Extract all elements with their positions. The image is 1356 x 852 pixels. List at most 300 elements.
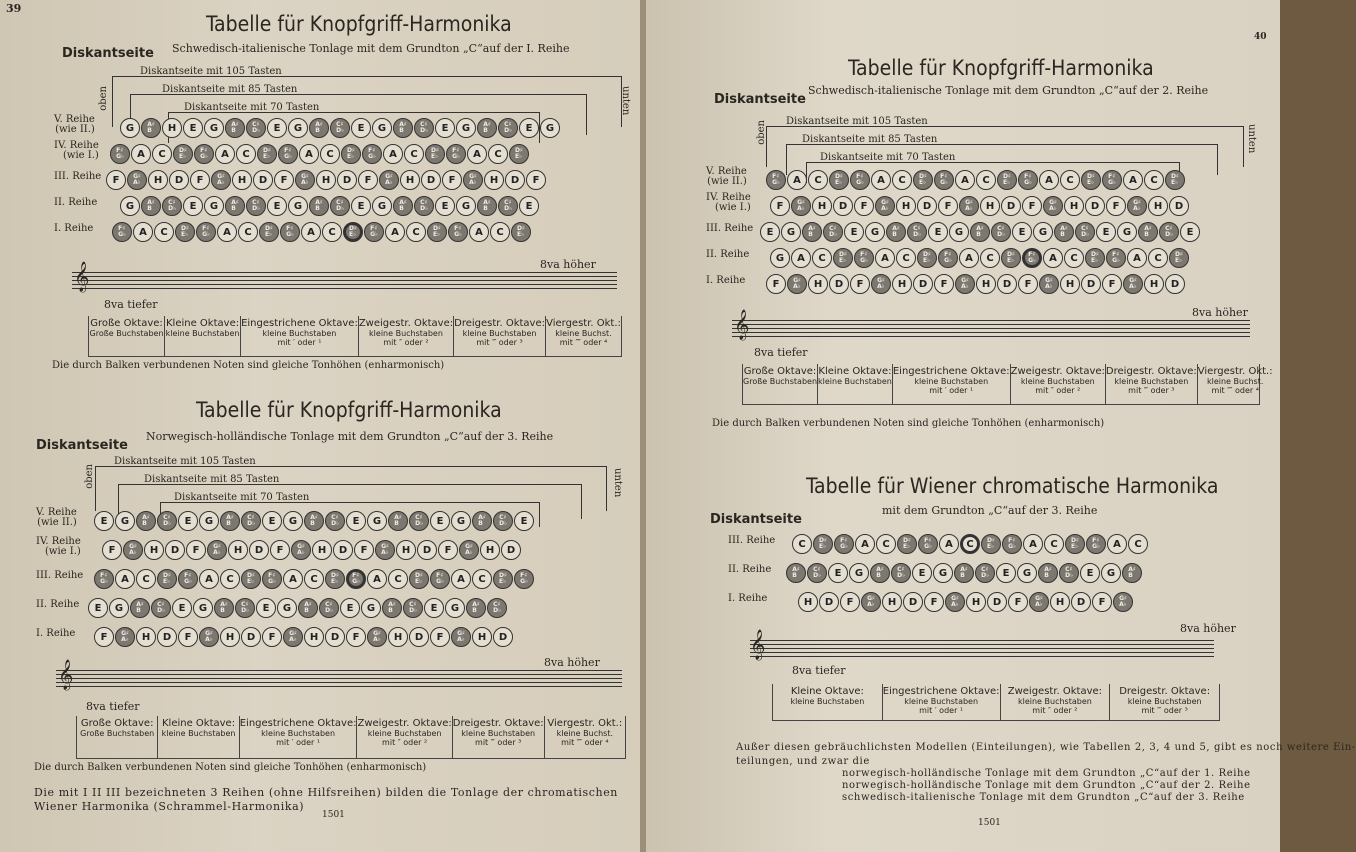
accordion-key[interactable]: A♯ B — [802, 222, 822, 242]
accordion-key[interactable]: F — [1018, 274, 1038, 294]
accordion-key[interactable]: F — [1022, 196, 1042, 216]
accordion-key[interactable]: E — [760, 222, 780, 242]
accordion-key[interactable]: E — [928, 222, 948, 242]
accordion-key[interactable]: C — [220, 569, 240, 589]
accordion-key[interactable]: C♯ D♭ — [409, 511, 429, 531]
accordion-key[interactable]: G — [1101, 563, 1121, 583]
accordion-key[interactable]: C — [812, 248, 832, 268]
accordion-key[interactable]: F♯ G♭ — [262, 569, 282, 589]
accordion-key[interactable]: A♯ B — [1038, 563, 1058, 583]
accordion-key[interactable]: D♯ E♭ — [1165, 170, 1185, 190]
accordion-key[interactable]: A♯ B — [870, 563, 890, 583]
accordion-key[interactable]: C — [136, 569, 156, 589]
accordion-key[interactable]: H — [148, 170, 168, 190]
accordion-key[interactable]: C♯ D♭ — [319, 598, 339, 618]
accordion-key[interactable]: F♯ G♭ — [448, 222, 468, 242]
accordion-key[interactable]: F — [854, 196, 874, 216]
accordion-key[interactable]: D — [409, 627, 429, 647]
accordion-key[interactable]: G — [288, 196, 308, 216]
accordion-key[interactable]: H — [304, 627, 324, 647]
accordion-key[interactable]: H — [812, 196, 832, 216]
accordion-key[interactable]: C — [388, 569, 408, 589]
accordion-key[interactable]: D — [493, 627, 513, 647]
accordion-key[interactable]: A — [301, 222, 321, 242]
accordion-key[interactable]: G — [109, 598, 129, 618]
accordion-key[interactable]: F♯ G♭ — [278, 144, 298, 164]
accordion-key[interactable]: D — [917, 196, 937, 216]
accordion-key[interactable]: G — [204, 118, 224, 138]
accordion-key[interactable]: F — [1092, 592, 1112, 612]
accordion-key[interactable]: D — [1165, 274, 1185, 294]
accordion-key[interactable]: A — [469, 222, 489, 242]
accordion-key[interactable]: D♯ E♭ — [409, 569, 429, 589]
accordion-key[interactable]: D — [829, 274, 849, 294]
accordion-key[interactable]: A — [299, 144, 319, 164]
accordion-key[interactable]: F♯ G♭ — [1102, 170, 1122, 190]
accordion-key[interactable]: C♯ D♭ — [151, 598, 171, 618]
accordion-key[interactable]: C♯ D♭ — [246, 196, 266, 216]
accordion-key[interactable]: A♯ B — [225, 196, 245, 216]
accordion-key[interactable]: D♯ E♭ — [343, 222, 363, 242]
accordion-key[interactable]: H — [896, 196, 916, 216]
accordion-key[interactable]: A — [385, 222, 405, 242]
accordion-key[interactable]: H — [480, 540, 500, 560]
accordion-key[interactable]: F♯ G♭ — [362, 144, 382, 164]
accordion-key[interactable]: A — [959, 248, 979, 268]
accordion-key[interactable]: E — [1012, 222, 1032, 242]
accordion-key[interactable]: A — [451, 569, 471, 589]
accordion-key[interactable]: C — [892, 170, 912, 190]
accordion-key[interactable]: A — [871, 170, 891, 190]
accordion-key[interactable]: F♯ G♭ — [934, 170, 954, 190]
accordion-key[interactable]: F — [354, 540, 374, 560]
accordion-key[interactable]: D♯ E♭ — [511, 222, 531, 242]
accordion-key[interactable]: A♯ B — [225, 118, 245, 138]
accordion-key[interactable]: A — [215, 144, 235, 164]
accordion-key[interactable]: F — [442, 170, 462, 190]
accordion-key[interactable]: F♯ G♭ — [1018, 170, 1038, 190]
accordion-key[interactable]: F — [924, 592, 944, 612]
accordion-key[interactable]: C♯ D♭ — [235, 598, 255, 618]
accordion-key[interactable]: G — [120, 118, 140, 138]
accordion-key[interactable]: H — [162, 118, 182, 138]
accordion-key[interactable]: E — [267, 118, 287, 138]
accordion-key[interactable]: H — [980, 196, 1000, 216]
accordion-key[interactable]: A♯ B — [1122, 563, 1142, 583]
accordion-key[interactable]: G♯ A♭ — [123, 540, 143, 560]
accordion-key[interactable]: D — [1071, 592, 1091, 612]
accordion-key[interactable]: G♯ A♭ — [367, 627, 387, 647]
accordion-key[interactable]: C — [1144, 170, 1164, 190]
accordion-key[interactable]: F — [934, 274, 954, 294]
accordion-key[interactable]: E — [94, 511, 114, 531]
accordion-key[interactable]: E — [435, 118, 455, 138]
accordion-key[interactable]: G♯ A♭ — [127, 170, 147, 190]
accordion-key[interactable]: C — [404, 144, 424, 164]
accordion-key[interactable]: G♯ A♭ — [1113, 592, 1133, 612]
accordion-key[interactable]: C — [304, 569, 324, 589]
accordion-key[interactable]: H — [396, 540, 416, 560]
accordion-key[interactable]: G — [372, 118, 392, 138]
accordion-key[interactable]: D♯ E♭ — [157, 569, 177, 589]
accordion-key[interactable]: C♯ D♭ — [330, 118, 350, 138]
accordion-key[interactable]: G♯ A♭ — [1029, 592, 1049, 612]
accordion-key[interactable]: G♯ A♭ — [1039, 274, 1059, 294]
accordion-key[interactable]: F — [938, 196, 958, 216]
accordion-key[interactable]: G♯ A♭ — [115, 627, 135, 647]
accordion-key[interactable]: D — [903, 592, 923, 612]
accordion-key[interactable]: F♯ G♭ — [766, 170, 786, 190]
accordion-key[interactable]: G — [1033, 222, 1053, 242]
accordion-key[interactable]: C — [488, 144, 508, 164]
accordion-key[interactable]: C — [960, 534, 980, 554]
accordion-key[interactable]: C — [490, 222, 510, 242]
accordion-key[interactable]: F♯ G♭ — [1106, 248, 1126, 268]
accordion-key[interactable]: C — [896, 248, 916, 268]
accordion-key[interactable]: F♯ G♭ — [194, 144, 214, 164]
accordion-key[interactable]: A — [115, 569, 135, 589]
accordion-key[interactable]: A — [383, 144, 403, 164]
accordion-key[interactable]: D — [913, 274, 933, 294]
accordion-key[interactable]: D — [333, 540, 353, 560]
accordion-key[interactable]: C♯ D♭ — [991, 222, 1011, 242]
accordion-key[interactable]: C♯ D♭ — [498, 196, 518, 216]
accordion-key[interactable]: F — [102, 540, 122, 560]
accordion-key[interactable]: A♯ B — [141, 196, 161, 216]
accordion-key[interactable]: C — [1128, 534, 1148, 554]
accordion-key[interactable]: E — [1080, 563, 1100, 583]
accordion-key[interactable]: G — [372, 196, 392, 216]
accordion-key[interactable]: D♯ E♭ — [341, 144, 361, 164]
accordion-key[interactable]: F — [438, 540, 458, 560]
accordion-key[interactable]: G♯ A♭ — [875, 196, 895, 216]
accordion-key[interactable]: D — [421, 170, 441, 190]
accordion-key[interactable]: D — [165, 540, 185, 560]
accordion-key[interactable]: H — [484, 170, 504, 190]
accordion-key[interactable]: H — [1148, 196, 1168, 216]
accordion-key[interactable]: F♯ G♭ — [280, 222, 300, 242]
accordion-key[interactable]: F — [430, 627, 450, 647]
accordion-key[interactable]: A♯ B — [970, 222, 990, 242]
accordion-key[interactable]: C♯ D♭ — [907, 222, 927, 242]
accordion-key[interactable]: G — [361, 598, 381, 618]
accordion-key[interactable]: E — [519, 196, 539, 216]
accordion-key[interactable]: H — [144, 540, 164, 560]
accordion-key[interactable]: C — [238, 222, 258, 242]
accordion-key[interactable]: C — [980, 248, 1000, 268]
accordion-key[interactable]: F — [770, 196, 790, 216]
accordion-key[interactable]: F — [94, 627, 114, 647]
accordion-key[interactable]: D — [1169, 196, 1189, 216]
accordion-key[interactable]: E — [435, 196, 455, 216]
accordion-key[interactable]: A♯ B — [214, 598, 234, 618]
accordion-key[interactable]: D — [501, 540, 521, 560]
accordion-key[interactable]: G♯ A♭ — [379, 170, 399, 190]
accordion-key[interactable]: G — [204, 196, 224, 216]
accordion-key[interactable]: A — [283, 569, 303, 589]
accordion-key[interactable]: D♯ E♭ — [257, 144, 277, 164]
accordion-key[interactable]: G♯ A♭ — [375, 540, 395, 560]
accordion-key[interactable]: D♯ E♭ — [493, 569, 513, 589]
accordion-key[interactable]: C♯ D♭ — [246, 118, 266, 138]
accordion-key[interactable]: G♯ A♭ — [959, 196, 979, 216]
accordion-key[interactable]: D♯ E♭ — [173, 144, 193, 164]
accordion-key[interactable]: C♯ D♭ — [330, 196, 350, 216]
accordion-key[interactable]: G♯ A♭ — [295, 170, 315, 190]
accordion-key[interactable]: C♯ D♭ — [162, 196, 182, 216]
accordion-key[interactable]: A♯ B — [786, 563, 806, 583]
accordion-key[interactable]: F♯ G♭ — [834, 534, 854, 554]
accordion-key[interactable]: G — [193, 598, 213, 618]
accordion-key[interactable]: A — [791, 248, 811, 268]
accordion-key[interactable]: G — [849, 563, 869, 583]
accordion-key[interactable]: F♯ G♭ — [918, 534, 938, 554]
accordion-key[interactable]: E — [996, 563, 1016, 583]
accordion-key[interactable]: G — [865, 222, 885, 242]
accordion-key[interactable]: E — [178, 511, 198, 531]
accordion-key[interactable]: D — [241, 627, 261, 647]
accordion-key[interactable]: D♯ E♭ — [833, 248, 853, 268]
accordion-key[interactable]: D♯ E♭ — [427, 222, 447, 242]
accordion-key[interactable]: G♯ A♭ — [861, 592, 881, 612]
accordion-key[interactable]: C♯ D♭ — [807, 563, 827, 583]
accordion-key[interactable]: F♯ G♭ — [938, 248, 958, 268]
accordion-key[interactable]: A♯ B — [136, 511, 156, 531]
accordion-key[interactable]: F♯ G♭ — [346, 569, 366, 589]
accordion-key[interactable]: F♯ G♭ — [178, 569, 198, 589]
accordion-key[interactable]: G — [367, 511, 387, 531]
accordion-key[interactable]: E — [183, 196, 203, 216]
accordion-key[interactable]: F — [526, 170, 546, 190]
accordion-key[interactable]: E — [183, 118, 203, 138]
accordion-key[interactable]: F — [346, 627, 366, 647]
accordion-key[interactable]: G♯ A♭ — [1127, 196, 1147, 216]
accordion-key[interactable]: E — [424, 598, 444, 618]
accordion-key[interactable]: C — [808, 170, 828, 190]
accordion-key[interactable]: A — [199, 569, 219, 589]
accordion-key[interactable]: C — [1044, 534, 1064, 554]
accordion-key[interactable]: D♯ E♭ — [997, 170, 1017, 190]
accordion-key[interactable]: G♯ A♭ — [955, 274, 975, 294]
accordion-key[interactable]: H — [798, 592, 818, 612]
accordion-key[interactable]: F♯ G♭ — [112, 222, 132, 242]
accordion-key[interactable]: A♯ B — [1138, 222, 1158, 242]
accordion-key[interactable]: A — [939, 534, 959, 554]
accordion-key[interactable]: F — [840, 592, 860, 612]
accordion-key[interactable]: A — [133, 222, 153, 242]
accordion-key[interactable]: E — [262, 511, 282, 531]
accordion-key[interactable]: A♯ B — [309, 196, 329, 216]
accordion-key[interactable]: G — [949, 222, 969, 242]
accordion-key[interactable]: D — [1081, 274, 1101, 294]
accordion-key[interactable]: G — [288, 118, 308, 138]
accordion-key[interactable]: G — [456, 196, 476, 216]
accordion-key[interactable]: G♯ A♭ — [1043, 196, 1063, 216]
accordion-key[interactable]: G — [540, 118, 560, 138]
accordion-key[interactable]: G — [781, 222, 801, 242]
accordion-key[interactable]: F — [274, 170, 294, 190]
accordion-key[interactable]: D — [505, 170, 525, 190]
accordion-key[interactable]: G♯ A♭ — [945, 592, 965, 612]
accordion-key[interactable]: A♯ B — [298, 598, 318, 618]
accordion-key[interactable]: D — [997, 274, 1017, 294]
accordion-key[interactable]: G — [451, 511, 471, 531]
accordion-key[interactable]: E — [351, 196, 371, 216]
accordion-key[interactable]: D♯ E♭ — [829, 170, 849, 190]
accordion-key[interactable]: F — [766, 274, 786, 294]
accordion-key[interactable]: E — [1180, 222, 1200, 242]
accordion-key[interactable]: H — [1064, 196, 1084, 216]
accordion-key[interactable]: G♯ A♭ — [1123, 274, 1143, 294]
accordion-key[interactable]: C♯ D♭ — [414, 196, 434, 216]
accordion-key[interactable]: G♯ A♭ — [459, 540, 479, 560]
accordion-key[interactable]: E — [256, 598, 276, 618]
accordion-key[interactable]: C♯ D♭ — [325, 511, 345, 531]
accordion-key[interactable]: E — [1096, 222, 1116, 242]
accordion-key[interactable]: H — [1144, 274, 1164, 294]
accordion-key[interactable]: D — [157, 627, 177, 647]
accordion-key[interactable]: G — [933, 563, 953, 583]
accordion-key[interactable]: A♯ B — [477, 118, 497, 138]
accordion-key[interactable]: F♯ G♭ — [364, 222, 384, 242]
accordion-key[interactable]: G♯ A♭ — [199, 627, 219, 647]
accordion-key[interactable]: A — [875, 248, 895, 268]
accordion-key[interactable]: A♯ B — [141, 118, 161, 138]
accordion-key[interactable]: C — [1064, 248, 1084, 268]
accordion-key[interactable]: D♯ E♭ — [1169, 248, 1189, 268]
accordion-key[interactable]: D — [337, 170, 357, 190]
accordion-key[interactable]: F♯ G♭ — [1086, 534, 1106, 554]
accordion-key[interactable]: G — [445, 598, 465, 618]
accordion-key[interactable]: E — [844, 222, 864, 242]
accordion-key[interactable]: G — [1117, 222, 1137, 242]
accordion-key[interactable]: C — [976, 170, 996, 190]
accordion-key[interactable]: C — [406, 222, 426, 242]
accordion-key[interactable]: C♯ D♭ — [498, 118, 518, 138]
accordion-key[interactable]: G♯ A♭ — [211, 170, 231, 190]
accordion-key[interactable]: A — [855, 534, 875, 554]
accordion-key[interactable]: A♯ B — [1054, 222, 1074, 242]
accordion-key[interactable]: C♯ D♭ — [414, 118, 434, 138]
accordion-key[interactable]: C♯ D♭ — [1059, 563, 1079, 583]
accordion-key[interactable]: F♯ G♭ — [850, 170, 870, 190]
accordion-key[interactable]: G — [456, 118, 476, 138]
accordion-key[interactable]: A♯ B — [382, 598, 402, 618]
accordion-key[interactable]: H — [400, 170, 420, 190]
accordion-key[interactable]: C — [236, 144, 256, 164]
accordion-key[interactable]: F♯ G♭ — [1002, 534, 1022, 554]
accordion-key[interactable]: G♯ A♭ — [451, 627, 471, 647]
accordion-key[interactable]: C♯ D♭ — [823, 222, 843, 242]
accordion-key[interactable]: G♯ A♭ — [791, 196, 811, 216]
accordion-key[interactable]: A♯ B — [388, 511, 408, 531]
accordion-key[interactable]: A♯ B — [130, 598, 150, 618]
accordion-key[interactable]: H — [882, 592, 902, 612]
accordion-key[interactable]: A♯ B — [472, 511, 492, 531]
accordion-key[interactable]: C — [320, 144, 340, 164]
accordion-key[interactable]: G — [199, 511, 219, 531]
accordion-key[interactable]: D — [417, 540, 437, 560]
accordion-key[interactable]: D — [253, 170, 273, 190]
accordion-key[interactable]: E — [519, 118, 539, 138]
accordion-key[interactable]: A — [1043, 248, 1063, 268]
accordion-key[interactable]: F♯ G♭ — [446, 144, 466, 164]
accordion-key[interactable]: A — [367, 569, 387, 589]
accordion-key[interactable]: C♯ D♭ — [493, 511, 513, 531]
accordion-key[interactable]: E — [340, 598, 360, 618]
accordion-key[interactable]: F — [1008, 592, 1028, 612]
accordion-key[interactable]: A — [467, 144, 487, 164]
accordion-key[interactable]: A♯ B — [954, 563, 974, 583]
accordion-key[interactable]: A — [955, 170, 975, 190]
accordion-key[interactable]: C♯ D♭ — [487, 598, 507, 618]
accordion-key[interactable]: H — [976, 274, 996, 294]
accordion-key[interactable]: E — [267, 196, 287, 216]
accordion-key[interactable]: A — [217, 222, 237, 242]
accordion-key[interactable]: A♯ B — [466, 598, 486, 618]
accordion-key[interactable]: D♯ E♭ — [325, 569, 345, 589]
accordion-key[interactable]: F — [850, 274, 870, 294]
accordion-key[interactable]: D — [833, 196, 853, 216]
accordion-key[interactable]: D♯ E♭ — [897, 534, 917, 554]
accordion-key[interactable]: C — [152, 144, 172, 164]
accordion-key[interactable]: D — [987, 592, 1007, 612]
accordion-key[interactable]: G — [277, 598, 297, 618]
accordion-key[interactable]: D♯ E♭ — [175, 222, 195, 242]
accordion-key[interactable]: G — [115, 511, 135, 531]
accordion-key[interactable]: E — [514, 511, 534, 531]
accordion-key[interactable]: E — [430, 511, 450, 531]
accordion-key[interactable]: G — [770, 248, 790, 268]
accordion-key[interactable]: D♯ E♭ — [813, 534, 833, 554]
accordion-key[interactable]: A — [1107, 534, 1127, 554]
accordion-key[interactable]: D♯ E♭ — [1085, 248, 1105, 268]
accordion-key[interactable]: G♯ A♭ — [291, 540, 311, 560]
accordion-key[interactable]: C — [876, 534, 896, 554]
accordion-key[interactable]: C♯ D♭ — [1159, 222, 1179, 242]
accordion-key[interactable]: C — [1060, 170, 1080, 190]
accordion-key[interactable]: A♯ B — [304, 511, 324, 531]
accordion-key[interactable]: D — [1001, 196, 1021, 216]
accordion-key[interactable]: D♯ E♭ — [259, 222, 279, 242]
accordion-key[interactable]: A — [787, 170, 807, 190]
accordion-key[interactable]: C♯ D♭ — [241, 511, 261, 531]
accordion-key[interactable]: D♯ E♭ — [241, 569, 261, 589]
accordion-key[interactable]: D — [249, 540, 269, 560]
accordion-key[interactable]: F♯ G♭ — [94, 569, 114, 589]
accordion-key[interactable]: C — [1148, 248, 1168, 268]
accordion-key[interactable]: H — [1050, 592, 1070, 612]
accordion-key[interactable]: D — [819, 592, 839, 612]
accordion-key[interactable]: D♯ E♭ — [425, 144, 445, 164]
accordion-key[interactable]: A — [1039, 170, 1059, 190]
accordion-key[interactable]: A♯ B — [393, 196, 413, 216]
accordion-key[interactable]: G♯ A♭ — [787, 274, 807, 294]
accordion-key[interactable]: A♯ B — [886, 222, 906, 242]
accordion-key[interactable]: H — [966, 592, 986, 612]
accordion-key[interactable]: H — [228, 540, 248, 560]
accordion-key[interactable]: H — [220, 627, 240, 647]
accordion-key[interactable]: A♯ B — [309, 118, 329, 138]
accordion-key[interactable]: H — [892, 274, 912, 294]
accordion-key[interactable]: F — [178, 627, 198, 647]
accordion-key[interactable]: E — [828, 563, 848, 583]
accordion-key[interactable]: A — [1023, 534, 1043, 554]
accordion-key[interactable]: F — [1106, 196, 1126, 216]
accordion-key[interactable]: H — [1060, 274, 1080, 294]
accordion-key[interactable]: G — [1017, 563, 1037, 583]
accordion-key[interactable]: D — [325, 627, 345, 647]
